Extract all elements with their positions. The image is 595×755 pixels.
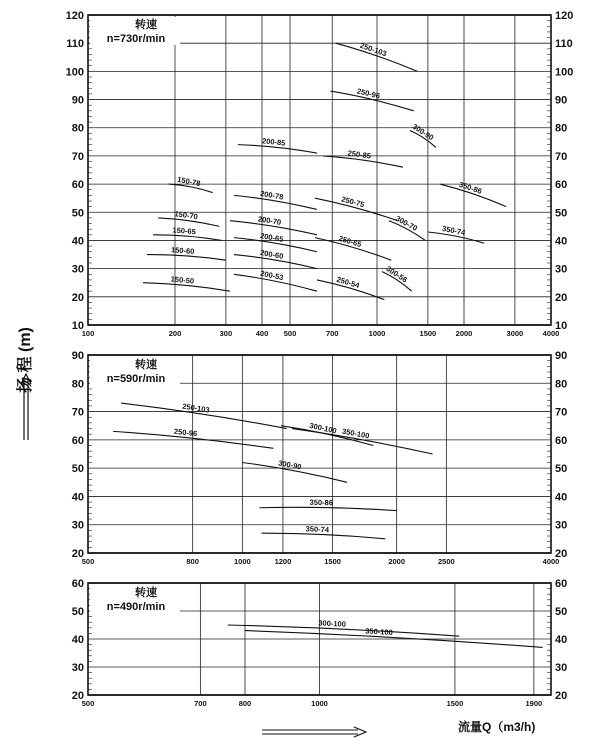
pump-model-label: 300-90 <box>410 121 436 143</box>
y-axis-title: 扬 程 (m) <box>17 327 34 393</box>
y-tick-label: 40 <box>71 491 84 504</box>
y-tick-label-right: 90 <box>555 94 568 107</box>
x-tick-label: 2000 <box>388 557 406 566</box>
pump-model-label: 350-86 <box>309 497 334 508</box>
x-tick-label: 1000 <box>311 699 328 708</box>
x-tick-label: 1200 <box>274 557 292 566</box>
x-tick-label: 2000 <box>455 329 473 338</box>
x-tick-label: 200 <box>168 329 182 338</box>
pump-model-label: 300-100 <box>308 420 338 436</box>
chart-panel-2 <box>72 350 568 566</box>
y-tick-label: 40 <box>71 634 84 646</box>
speed-label-value: n=730r/min <box>106 33 166 45</box>
speed-label-value: n=490r/min <box>106 601 166 613</box>
y-tick-label: 30 <box>71 662 84 674</box>
x-tick-label: 2500 <box>438 557 455 566</box>
y-tick-label: 60 <box>71 179 84 192</box>
speed-label-title: 转速 <box>135 19 157 31</box>
speed-label-value: n=590r/min <box>106 373 166 385</box>
y-tick-label-right: 20 <box>555 690 568 702</box>
y-tick-label: 90 <box>71 350 84 362</box>
y-tick-label-right: 40 <box>555 491 568 504</box>
x-tick-label: 300 <box>219 329 233 338</box>
y-tick-label: 80 <box>71 122 84 135</box>
y-axis-label <box>10 250 40 450</box>
x-tick-label: 500 <box>81 699 95 708</box>
y-tick-label: 50 <box>71 606 84 618</box>
y-tick-label: 40 <box>71 235 84 248</box>
y-tick-label: 100 <box>65 66 84 79</box>
y-tick-label-right: 10 <box>555 320 568 332</box>
y-tick-label-right: 20 <box>555 291 568 304</box>
pump-model-label: 200-53 <box>259 268 285 283</box>
y-tick-label-right: 80 <box>555 378 568 391</box>
speed-label-title: 转速 <box>135 587 157 599</box>
x-tick-label: 800 <box>186 557 199 566</box>
x-tick-label: 1500 <box>419 329 437 338</box>
y-tick-label-right: 20 <box>555 548 568 560</box>
y-tick-label: 70 <box>71 150 84 163</box>
y-tick-label-right: 70 <box>555 406 568 419</box>
pump-model-label: 300-100 <box>318 618 347 629</box>
pump-model-label: 200-85 <box>261 136 286 148</box>
y-tick-label: 110 <box>66 38 84 51</box>
y-tick-label-right: 30 <box>555 519 568 532</box>
y-tick-label: 20 <box>71 690 84 702</box>
pump-model-label: 350-74 <box>441 223 467 238</box>
pump-model-label: 250-85 <box>347 148 372 161</box>
y-tick-label-right: 30 <box>555 263 568 276</box>
y-tick-label: 120 <box>65 10 84 22</box>
y-tick-label: 50 <box>71 463 84 476</box>
x-tick-label: 700 <box>194 699 207 708</box>
y-tick-label-right: 100 <box>555 66 574 79</box>
pump-model-label: 250-96 <box>173 426 198 439</box>
x-tick-label: 500 <box>81 557 95 566</box>
chart-panel-1 <box>66 10 574 338</box>
plot-frame <box>88 15 551 325</box>
y-tick-label: 70 <box>71 406 84 419</box>
pump-model-label: 300-56 <box>384 264 409 285</box>
pump-model-label: 350-100 <box>341 426 371 441</box>
x-axis-arrow <box>262 725 372 743</box>
pump-model-label: 350-100 <box>365 626 394 637</box>
pump-curve <box>262 533 386 539</box>
y-tick-label: 60 <box>71 434 84 447</box>
x-tick-label: 4000 <box>542 557 560 566</box>
pump-model-label: 250-103 <box>181 401 211 415</box>
y-tick-label-right: 90 <box>555 350 568 362</box>
x-tick-label: 4000 <box>542 329 560 338</box>
y-tick-label-right: 50 <box>555 207 568 220</box>
y-tick-label-right: 70 <box>555 150 568 163</box>
pump-model-label: 200-70 <box>257 214 282 227</box>
pump-model-label: 150-50 <box>170 274 195 286</box>
pump-curve <box>153 235 222 241</box>
y-tick-label-right: 120 <box>555 10 574 22</box>
pump-model-label: 150-78 <box>176 174 202 189</box>
pump-model-label: 300-70 <box>394 213 419 233</box>
y-tick-label-right: 30 <box>555 662 568 674</box>
y-tick-label: 30 <box>71 519 84 532</box>
x-tick-label: 1500 <box>446 699 464 708</box>
y-tick-label: 30 <box>71 263 84 276</box>
pump-model-label: 150-60 <box>170 245 195 256</box>
y-tick-label-right: 50 <box>555 606 568 618</box>
chart-panel-3 <box>72 578 568 708</box>
pump-model-label: 350-74 <box>305 524 330 535</box>
y-tick-label-right: 60 <box>555 179 568 192</box>
pump-model-label: 200-65 <box>259 231 285 244</box>
y-tick-label: 20 <box>71 291 84 304</box>
pump-model-label: 250-65 <box>337 233 363 250</box>
x-tick-label: 1000 <box>368 329 386 338</box>
y-tick-label: 10 <box>71 320 84 332</box>
y-tick-label: 80 <box>71 378 84 391</box>
pump-model-label: 300-90 <box>277 458 303 472</box>
y-tick-label: 20 <box>71 548 84 560</box>
x-tick-label: 500 <box>283 329 297 338</box>
x-tick-label: 1500 <box>324 557 341 566</box>
pump-model-label: 150-65 <box>172 225 197 237</box>
pump-model-label: 250-75 <box>340 194 366 210</box>
y-tick-label-right: 40 <box>555 634 568 646</box>
x-tick-label: 1900 <box>525 699 543 708</box>
pump-curve <box>259 507 396 510</box>
x-tick-label: 1000 <box>233 557 251 566</box>
pump-model-label: 200-78 <box>259 188 285 202</box>
y-tick-label: 60 <box>71 578 84 590</box>
y-tick-label: 50 <box>71 207 84 220</box>
y-tick-label-right: 60 <box>555 434 568 447</box>
x-tick-label: 800 <box>238 699 252 708</box>
y-tick-label-right: 40 <box>555 235 568 248</box>
y-tick-label-right: 60 <box>555 578 568 590</box>
x-tick-label: 3000 <box>506 329 524 338</box>
pump-model-label: 350-86 <box>458 179 484 196</box>
pump-model-label: 250-96 <box>356 86 381 101</box>
pump-curve <box>147 255 226 261</box>
x-tick-label: 700 <box>325 329 339 338</box>
y-tick-label-right: 110 <box>555 38 573 51</box>
pump-model-label: 150-70 <box>173 209 199 222</box>
pump-model-label: 200-60 <box>259 248 285 261</box>
y-tick-label-right: 50 <box>555 463 568 476</box>
x-axis-title: 流量Q（m3/h) <box>458 720 536 734</box>
pump-model-label: 250-103 <box>358 40 388 59</box>
speed-label-title: 转速 <box>135 359 157 371</box>
x-tick-label: 400 <box>255 329 269 338</box>
y-tick-label-right: 80 <box>555 122 568 135</box>
x-tick-label: 100 <box>81 329 95 338</box>
pump-model-label: 250-54 <box>335 274 361 290</box>
y-tick-label: 90 <box>71 94 84 107</box>
